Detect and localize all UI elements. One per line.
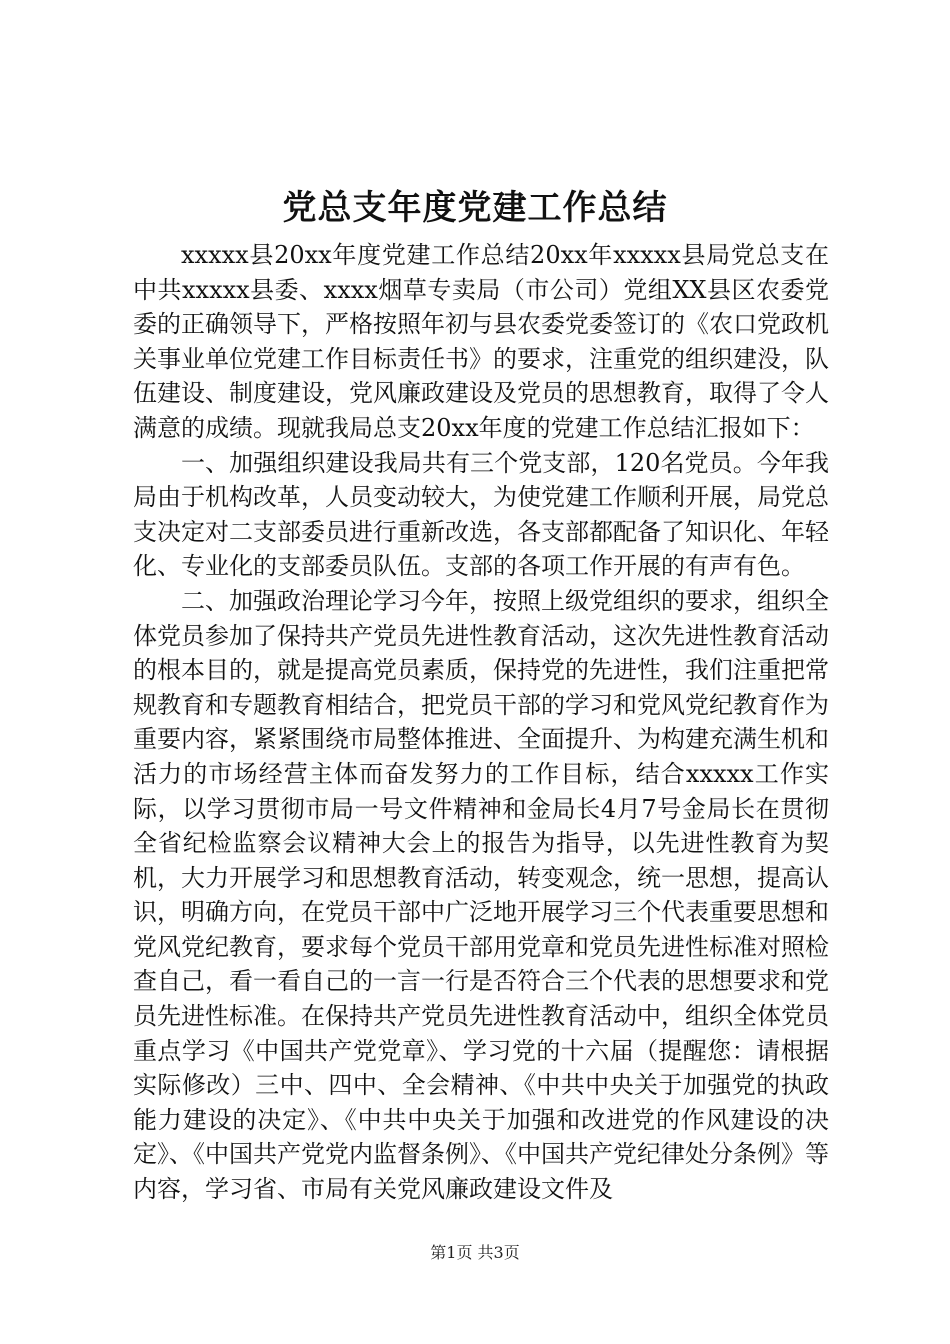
paragraph-intro: xxxxx县20xx年度党建工作总结20xx年xxxxx县局党总支在中共xxxxx县委、xxxx烟草专卖局（市公司）党组XX县区农委党委的正确领导下，严格按照年初与县农委党委签订的《农口党政机关事业单位党建工作目标责任书》的要求，注重党的组织建没，队伍建设、制度建设，党风廉政建设及党员的思想教育，取得了令人满意的成绩。现就我局总支20xx年度的党建工作总结汇报如下： — [133, 241, 829, 442]
paragraph-political-study: 二、加强政治理论学习今年，按照上级党组织的要求，组织全体党员参加了保持共产党员先进性教育活动，这次先进性教育活动的根本目的，就是提高党员素质，保持党的先进性，我们注重把常规教育和专题教育相结合，把党员干部的学习和党风党纪教育作为重要内容，紧紧围绕市局整体推进、全面提升、为构建充满生机和活力的市场经营主体而奋发努力的工作目标，结合xxxxx工作实际，以学习贯彻市局一号文件精神和金局长4月7号金局长在贯彻全省纪检监察会议精神大会上的报告为指导，以先进性教育为契机，大力开展学习和思想教育活动，转变观念，统一思想，提高认识，明确方向，在党员干部中广泛地开展学习三个代表重要思想和党风党纪教育，要求每个党员干部用党章和党员先进性标准对照检查自己，看一看自己的一言一行是否符合三个代表的思想要求和党员先进性标准。在保持共产党员先进性教育活动中，组织全体党员重点学习《中国共产党党章》、学习党的十六届（提醒您：请根据实际修改）三中、四中、全会精神、《中共中央关于加强党的执政能力建设的决定》、《中共中央关于加强和改进党的作风建设的决定》、《中国共产党党内监督条例》、《中国共产党纪律处分条例》等内容，学习省、市局有关党风廉政建设文件及 — [133, 586, 829, 1204]
page-number-footer: 第1页 共3页 — [430, 1243, 520, 1262]
paragraph-organization: 一、加强组织建设我局共有三个党支部，120名党员。今年我局由于机构改革，人员变动较大，为使党建工作顺利开展，局党总支决定对二支部委员进行重新改选，各支部都配备了知识化、年轻化、专业化的支部委员队伍。支部的各项工作开展的有声有色。 — [133, 448, 829, 581]
document-body — [133, 238, 829, 1207]
document-title: 党总支年度党建工作总结 — [282, 188, 668, 228]
